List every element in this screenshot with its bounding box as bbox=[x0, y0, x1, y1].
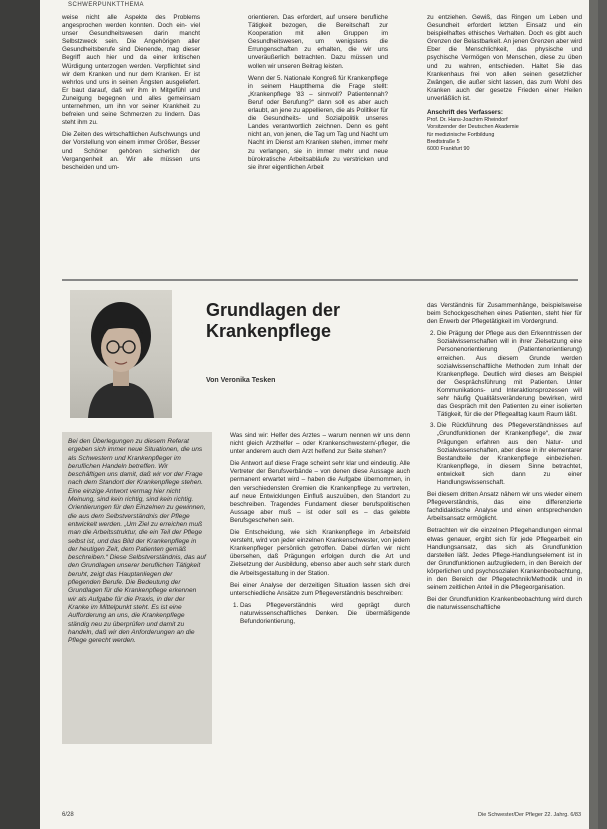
page-number: 6/28 bbox=[62, 812, 74, 818]
paragraph: Die Antwort auf diese Frage scheint sehr klar und eindeutig. Alle Vertreter der Berufsverbände – von denen diese Aussage auch permanent erwartet wird – haben die Aufgabe übernommen, in den verschiedensten Gremien die Krankenpflege zu vertreten, auf neue Entwicklungen Einfluß auszuüben, den Standort zu beschreiben. Tragendes Fundament dieser berufspolitischen Aussage aber muß – ist oder soll es – das gelebte Berufsgeschehen sein. bbox=[230, 460, 410, 524]
author-line: Prof. Dr. Hans-Joachim Rheindorf bbox=[427, 117, 508, 124]
body-column-3 bbox=[427, 302, 582, 616]
paragraph: Bei diesem dritten Ansatz nähern wir uns wieder einem Pflegeverständnis, das eine differenzierte fachdidaktische Analyse und einen entsprechenden Arbeitsansatz ermöglicht. bbox=[427, 491, 582, 523]
list-item: 3. Die Rückführung des Pflegeverständnisses auf „Grundfunktionen der Krankenpflege“, die zwar Prägungen erfahren aus den Natur- und Sozialwissenschaften, aber diese in ihr elementarer Bestandteile der Krankenpflege einbeziehen. Krankenpflege, in diesem Sinne betrachtet, entwickelt sich dann zu einer Handlungswissenschaft. bbox=[437, 422, 582, 487]
scan-edge bbox=[0, 0, 40, 829]
paragraph: orientieren. Das erfordert, auf unsere berufliche Tätigkeit bezogen, die Bereitschaft zur Kooperation mit allen Gruppen im Gesundheitswesen, um wenigstens die Errungenschaften zu erhalten, die wir uns unveräußerlich betrachten. Dazu müssen und wollen wir unseren Beitrag leisten. bbox=[248, 14, 388, 70]
paragraph: das Verständnis für Zusammenhänge, beispielsweise beim Schockgeschehen eines Patienten, steht hier für den Erwerb der Pflegetätigkeit im Vordergrund. bbox=[427, 302, 582, 326]
author-line: 6000 Frankfurt 90 bbox=[427, 145, 470, 152]
paragraph: Was sind wir: Helfer des Arztes – warum nennen wir uns denn nicht gleich Arzthelfer – oder Krankenschwestern/-pfleger, die unter anderem auch dem Arzt helfend zur Seite stehen? bbox=[230, 432, 410, 456]
paragraph: Die Entscheidung, wie sich Krankenpflege im Arbeitsfeld versteht, wird von jeder einzelnen Krankenschwester, von jedem Krankenpfleger persönlich getroffen. Dabei dürfen wir nicht übersehen, daß Prägungen erfolgen durch die Art und Zielsetzung der Ausbildung, ebenso aber auch sehr stark durch die Arbeitsgestaltung in der Station. bbox=[230, 529, 410, 577]
paragraph: Wenn der 5. Nationale Kongreß für Krankenpflege in seinem Hauptthema die Frage stellt: „Krankenpflege '83 – sinnvoll? Patientennah? Beruf oder Berufung?“ dann soll es aber auch erlaubt, an jene zu appellieren, die als Politiker für die Gesundheits- und Sozialpolitik unseres Landes verantwortlich zeichnen. Denn es geht nicht an, von jenen, die Tag um Tag und Nacht um Nacht im Dienst am Kranken stehen, immer mehr zu verlangen, sie in immer mehr und neue bürokratische Arbeitsabläufe zu verstricken und sie ihrer eigentlichen Arbeit bbox=[248, 74, 388, 171]
author-address-label: Anschrift des Verfassers: bbox=[427, 109, 503, 117]
list-item: 2. Die Prägung der Pflege aus den Erkenntnissen der Sozialwissenschaften will in ihrer Zielsetzung eine Personenorientierung (Patientenorientierung) erreichen. Aus diesem Grunde werden sozialwissenschaftliche Methoden zum Inhalt der Krankenpflege. Deutlich wird dieses am Beispiel der Gesprächsführung mit Patienten. Unter Kommunikations- und Interaktionsprozessen will sehr häufig Qualitätsveränderung bewirken, wird das Gespräch mit den Patienten zu einer isolierten Tätigkeit, für die der Pflegealltag kaum Raum läßt. bbox=[437, 330, 582, 419]
author-portrait bbox=[70, 290, 172, 418]
paragraph: weise nicht alle Aspekte des Problems angesprochen werden konnten. Doch ein- viel unser Gesundheitswesen darin mancht Selbstzweck sein. Die Angehörigen aller Gesundheitsberufe sind Dienende, mag dieser Begriff auch hier und da einer kritischen Würdigung unterzogen werden. Verpflichtet sind wir dem Kranken und nur dem Kranken. Er ist wehrlos und uns in seinen Ängsten ausgeliefert. Er baut darauf, daß wir ihm in Mitgefühl und Zuneigung begegnen und alles gemeinsam unternehmen, um ihn vor seiner Krankheit zu befreien und seine Schmerzen zu lindern. Das steht ihm zu. bbox=[62, 14, 200, 127]
scan-edge-right bbox=[589, 0, 598, 829]
paragraph: Betrachten wir die einzelnen Pflegehandlungen einmal etwas genauer, ergibt sich für jede Pflegearbeit ein Handlungsansatz, das sich als Grundfunktion darstellen läßt. Jedes Pflege-Handlungselement ist in der Grundfunktionen aufzugliedern, in den Bereich der körperlichen und psychosozialen Krankenbeobachtung, in den Bereich der Pflegetechnik/Methodik und in seinem zeitlichen Anteil in die Pflegeorganisation. bbox=[427, 527, 582, 592]
author-line: für medizinische Fortbildung bbox=[427, 131, 495, 138]
paragraph: Bei einer Analyse der derzeitigen Situation lassen sich drei unterschiedliche Ansätze zum Pflegeverständnis beschreiben: bbox=[230, 581, 410, 597]
author-line: Vorsitzender der Deutschen Akademie bbox=[427, 124, 519, 131]
paragraph: zu entziehen. Gewiß, das Ringen um Leben und Gesundheit erfordert letzten Einsatz und ein beispielhaftes ethisches Verhalten. Doch es gibt auch Grenzen der Belastbarkeit. An jenen Grenzen aber wird Eber die Menschlichkeit, das physische und psychische Vermögen von Menschen, diese zu üben und zu wahren, entschieden. Haltet Sie das Krankenhaus frei von allen seinen gesetzlicher Zwängen, die außer sicht lassen, das zum Wohl des Kranken auch der gesetze Frieden einer Heilen unverläßlich ist. bbox=[427, 14, 582, 102]
running-head: SCHWERPUNKTTHEMA bbox=[68, 2, 145, 8]
top-column-2 bbox=[248, 14, 388, 176]
body-column-2 bbox=[230, 432, 410, 626]
top-column-3 bbox=[427, 14, 582, 153]
section-divider bbox=[62, 279, 578, 281]
top-column-1 bbox=[62, 14, 200, 176]
author-line: Bredtstraße 5 bbox=[427, 138, 460, 145]
lead-text-box bbox=[62, 432, 212, 744]
author-address bbox=[427, 117, 582, 153]
lead-text: Bei den Überlegungen zu diesem Referat ergeben sich immer neue Situationen, die uns als Schwestern und Krankenpfleger im beruflichen Handeln betreffen. Wir beschäftigen uns damit, daß wir vor der Frage nach dem Standort der Krankenpflege stehen. Eine einzige Antwort vermag hier nicht Meinung, sind kein richtig, sind kein richtig. Orientierungen für den Einzelnen zu gewinnen, die aus dem Selbstverständnis der Pflege entwickelt werden. „Um Ziel zu erreichen muß man die Arbeitsstruktur, die ein Teil der Pflege selbst ist, und das Bild der Krankenpflege in der heutigen Zeit, dem Patienten gemäß beschreiben.“ Diese Selbstverständnis, das auf den Grundlagen unserer beruflichen Tätigkeit beruht, zeigt das Hauptanliegen der pflegenden Berufe. Die Bedeutung der Grundlagen für die Krankenpflege erkennen wir als Aufgabe für die Praxis, in der der Kranke im Mittelpunkt steht. Es ist eine Aufforderung an uns, die Krankenpflege ständig neu zu überprüfen und damit zu handeln, daß wir den Anforderungen an die Pflege gerecht werden. bbox=[68, 438, 206, 645]
article-byline: Von Veronika Tesken bbox=[206, 377, 276, 384]
paragraph: Bei der Grundfunktion Krankenbeobachtung wird durch die naturwissenschaftliche bbox=[427, 596, 582, 612]
journal-citation: Die Schwester/Der Pfleger 22. Jahrg. 6/83 bbox=[478, 812, 582, 818]
paragraph: Die Zeiten des wirtschaftlichen Aufschwungs und der Vorstellung von einem immer Größer, Besser und Schöner gehören sicherlich der Vergangenheit an. Wir alle müssen uns bescheiden und um- bbox=[62, 131, 200, 171]
list-item: 1. Das Pflegeverständnis wird geprägt durch naturwissenschaftliches Denken. Die übermäßigende Befundorientierung, bbox=[240, 602, 410, 626]
article-title: Grundlagen der Krankenpflege bbox=[206, 300, 341, 341]
